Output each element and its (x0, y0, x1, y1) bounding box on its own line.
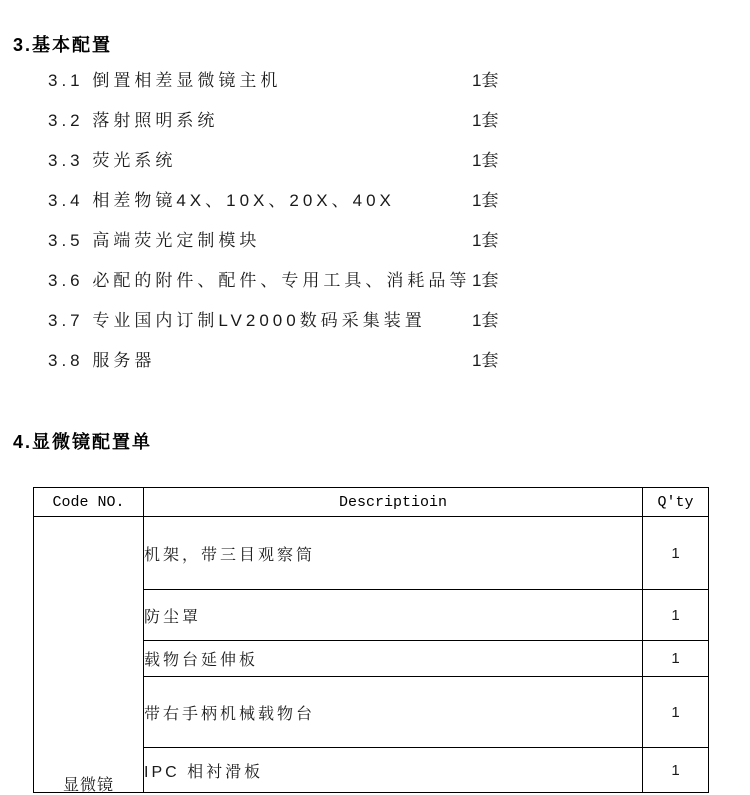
qty-cell: 1 (643, 748, 709, 793)
description-cell: 防尘罩 (144, 590, 643, 641)
item-label: 3.7 专业国内订制LV2000数码采集装置 (48, 311, 426, 330)
list-item (0, 270, 750, 292)
description-cell: 带右手柄机械载物台 (144, 677, 643, 748)
item-label: 3.4 相差物镜4X、10X、20X、40X (48, 191, 395, 210)
list-item (0, 230, 750, 252)
table-header-row (34, 488, 709, 517)
item-quantity: 1套 (472, 351, 499, 370)
description-cell: 机架，带三目观察筒 (144, 517, 643, 590)
item-label: 3.3 荧光系统 (48, 151, 177, 170)
description-cell: 载物台延伸板 (144, 641, 643, 677)
list-item (0, 150, 750, 172)
item-quantity: 1套 (472, 271, 499, 290)
column-header-code-no: Code NO. (34, 488, 144, 517)
column-header-description: Descriptioin (144, 488, 643, 517)
qty-cell: 1 (643, 677, 709, 748)
section4-heading: 4.显微镜配置单 (13, 432, 153, 452)
item-label: 3.5 高端荧光定制模块 (48, 231, 261, 250)
item-quantity: 1套 (472, 111, 499, 130)
code-group-label: 显微镜 (62, 777, 114, 794)
item-quantity: 1套 (472, 71, 499, 90)
list-item (0, 70, 750, 92)
item-label: 3.1 倒置相差显微镜主机 (48, 71, 282, 90)
item-quantity: 1套 (472, 191, 499, 210)
item-quantity: 1套 (472, 151, 499, 170)
list-item (0, 350, 750, 372)
item-label: 3.2 落射照明系统 (48, 111, 219, 130)
list-item (0, 190, 750, 212)
item-label: 3.6 必配的附件、配件、专用工具、消耗品等 (48, 271, 471, 290)
table-row (34, 517, 709, 590)
column-header-qty: Q'ty (643, 488, 709, 517)
item-label: 3.8 服务器 (48, 351, 156, 370)
item-quantity: 1套 (472, 311, 499, 330)
item-quantity: 1套 (472, 231, 499, 250)
list-item (0, 110, 750, 132)
list-item (0, 310, 750, 332)
qty-cell: 1 (643, 641, 709, 677)
description-cell: IPC 相衬滑板 (144, 748, 643, 793)
section3-heading: 3.基本配置 (13, 35, 113, 55)
code-group-cell (34, 517, 144, 793)
configuration-table (33, 487, 709, 793)
qty-cell: 1 (643, 590, 709, 641)
qty-cell: 1 (643, 517, 709, 590)
